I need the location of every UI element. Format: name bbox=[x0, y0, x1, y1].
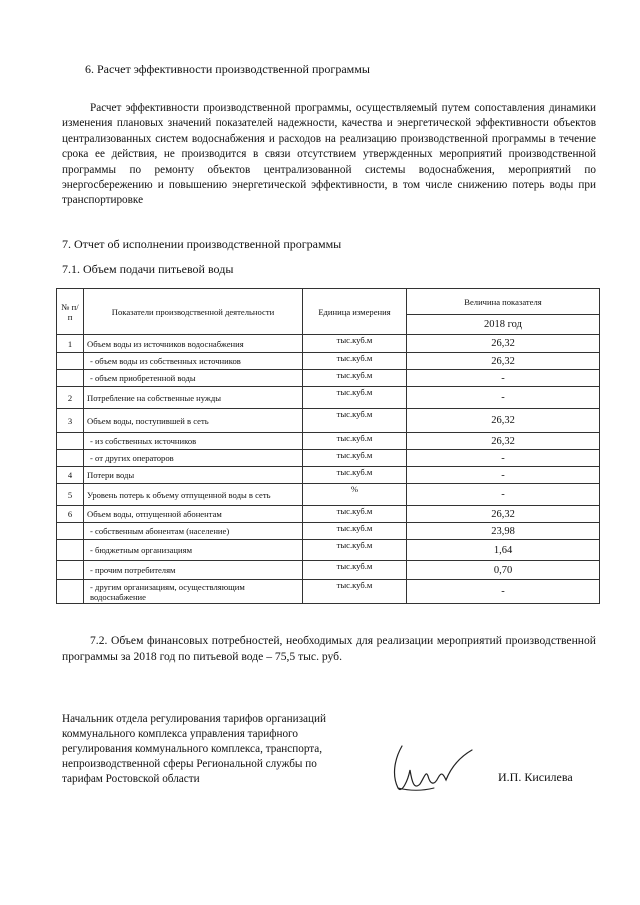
row-unit: тыс.куб.м bbox=[303, 540, 407, 561]
handwritten-signature bbox=[384, 740, 474, 796]
table-row bbox=[57, 540, 600, 561]
table-row bbox=[57, 387, 600, 409]
row-unit: тыс.куб.м bbox=[303, 335, 407, 353]
section-6-paragraph: Расчет эффективности производственной программы, осуществляемый путем сопоставления динамики изменения плановых значений показателей надежности, качества и энергетической эффективности объектов централизованных систем водоснабжения и расходов на реализацию производственной программы в течение срока ее действия, не производится в связи отсутствием утвержденных мероприятий производственной программы по ремонту объектов централизованной системы водоснабжения, мероприятий по энергосбережению и повышению энергетической эффективности, в том числе снижению потерь воды при транспортировке bbox=[62, 102, 596, 207]
row-indicator: - объем приобретенной воды bbox=[84, 370, 303, 387]
row-indicator: - из собственных источников bbox=[84, 433, 303, 450]
header-value: Величина показателя bbox=[407, 289, 600, 315]
table-row bbox=[57, 523, 600, 540]
signer-position-line: регулирования коммунального комплекса, транспорта, bbox=[62, 743, 323, 755]
row-unit: тыс.куб.м bbox=[303, 523, 407, 540]
row-unit: % bbox=[303, 484, 407, 506]
table-row bbox=[57, 561, 600, 580]
row-value: - bbox=[407, 450, 600, 467]
section-6-heading: 6. Расчет эффективности производственной программы bbox=[85, 62, 370, 76]
row-indicator: Объем воды из источников водоснабжения bbox=[84, 335, 303, 353]
table-row bbox=[57, 409, 600, 433]
header-year: 2018 год bbox=[407, 315, 600, 335]
row-unit: тыс.куб.м bbox=[303, 450, 407, 467]
row-num bbox=[57, 370, 84, 387]
row-unit: тыс.куб.м bbox=[303, 433, 407, 450]
row-value: - bbox=[407, 484, 600, 506]
signer-position-line: тарифам Ростовской области bbox=[62, 773, 200, 785]
row-unit: тыс.куб.м bbox=[303, 387, 407, 409]
row-value: 1,64 bbox=[407, 540, 600, 561]
table-row bbox=[57, 370, 600, 387]
row-indicator: - от других операторов bbox=[84, 450, 303, 467]
row-unit: тыс.куб.м bbox=[303, 506, 407, 523]
table-row bbox=[57, 335, 600, 353]
row-value: 23,98 bbox=[407, 523, 600, 540]
water-supply-table bbox=[56, 288, 600, 604]
row-indicator: Уровень потерь к объему отпущенной воды в сеть bbox=[84, 484, 303, 506]
row-indicator: Объем воды, отпущенной абонентам bbox=[84, 506, 303, 523]
row-value: 26,32 bbox=[407, 353, 600, 370]
signer-position-line: непроизводственной сферы Региональной службы по bbox=[62, 758, 317, 770]
row-num bbox=[57, 580, 84, 604]
row-num bbox=[57, 523, 84, 540]
row-num: 4 bbox=[57, 467, 84, 484]
row-num: 1 bbox=[57, 335, 84, 353]
header-unit: Единица измерения bbox=[303, 289, 407, 335]
row-value: - bbox=[407, 467, 600, 484]
row-indicator: Потребление на собственные нужды bbox=[84, 387, 303, 409]
row-num bbox=[57, 433, 84, 450]
table-row bbox=[57, 467, 600, 484]
row-num: 3 bbox=[57, 409, 84, 433]
row-indicator: - собственным абонентам (население) bbox=[84, 523, 303, 540]
row-value: 0,70 bbox=[407, 561, 600, 580]
row-value: - bbox=[407, 370, 600, 387]
row-num: 5 bbox=[57, 484, 84, 506]
row-unit: тыс.куб.м bbox=[303, 353, 407, 370]
row-indicator: - другим организациям, осуществляющим водоснабжение bbox=[84, 580, 303, 604]
signer-name: И.П. Кисилева bbox=[498, 770, 573, 784]
row-unit: тыс.куб.м bbox=[303, 561, 407, 580]
table-row bbox=[57, 506, 600, 523]
row-indicator: - бюджетным организациям bbox=[84, 540, 303, 561]
section-7-2-paragraph: 7.2. Объем финансовых потребностей, необходимых для реализации мероприятий производственной программы за 2018 год по питьевой воде – 75,5 тыс. руб. bbox=[62, 634, 596, 663]
row-num bbox=[57, 450, 84, 467]
section-7-1-heading: 7.1. Объем подачи питьевой воды bbox=[62, 262, 234, 276]
row-num bbox=[57, 561, 84, 580]
row-num bbox=[57, 540, 84, 561]
row-num: 6 bbox=[57, 506, 84, 523]
row-value: 26,32 bbox=[407, 409, 600, 433]
signer-position bbox=[62, 712, 392, 787]
row-unit: тыс.куб.м bbox=[303, 370, 407, 387]
table-row bbox=[57, 484, 600, 506]
row-num: 2 bbox=[57, 387, 84, 409]
table-row bbox=[57, 433, 600, 450]
row-value: 26,32 bbox=[407, 506, 600, 523]
signer-position-line: Начальник отдела регулирования тарифов организаций bbox=[62, 713, 326, 725]
row-value: 26,32 bbox=[407, 335, 600, 353]
header-num: № п/п bbox=[57, 289, 84, 335]
signer-position-line: коммунального комплекса управления тарифного bbox=[62, 728, 298, 740]
row-indicator: Объем воды, поступившей в сеть bbox=[84, 409, 303, 433]
row-value: - bbox=[407, 580, 600, 604]
row-unit: тыс.куб.м bbox=[303, 409, 407, 433]
row-indicator: - объем воды из собственных источников bbox=[84, 353, 303, 370]
row-unit: тыс.куб.м bbox=[303, 467, 407, 484]
row-value: 26,32 bbox=[407, 433, 600, 450]
row-value: - bbox=[407, 387, 600, 409]
table-row bbox=[57, 353, 600, 370]
row-unit: тыс.куб.м bbox=[303, 580, 407, 604]
table-row bbox=[57, 580, 600, 604]
table-body bbox=[57, 335, 600, 604]
section-7-heading: 7. Отчет об исполнении производственной программы bbox=[62, 237, 342, 251]
table-row bbox=[57, 450, 600, 467]
row-indicator: Потери воды bbox=[84, 467, 303, 484]
header-indicator: Показатели производственной деятельности bbox=[84, 289, 303, 335]
row-indicator: - прочим потребителям bbox=[84, 561, 303, 580]
row-num bbox=[57, 353, 84, 370]
